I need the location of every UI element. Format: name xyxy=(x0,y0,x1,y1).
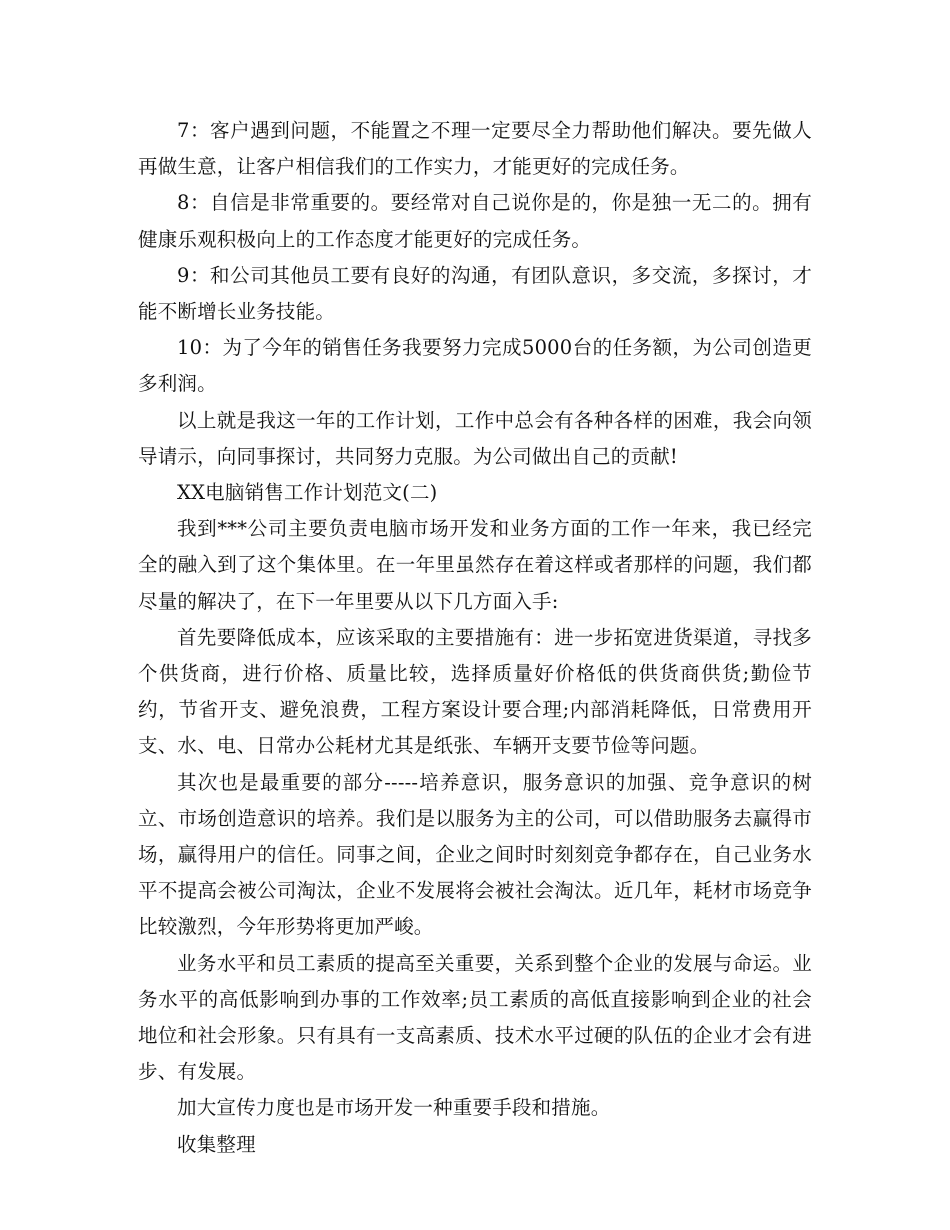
paragraph-awareness: 其次也是最重要的部分-----培养意识，服务意识的加强、竞争意识的树立、市场创造意识的培养。我们是以服务为主的公司，可以借助服务去赢得市场，赢得用户的信任。同事之间，企业之间时时刻刻竞争都存在，自己业务水平不提高会被公司淘汰，企业不发展将会被社会淘汰。近几年，耗材市场竞争比较激烈，今年形势将更加严峻。 xyxy=(138,770,812,939)
paragraph-collect: 收集整理 xyxy=(177,1132,256,1156)
paragraph-item-9: 9：和公司其他员工要有良好的沟通，有团队意识，多交流，多探讨，才能不断增长业务技能。 xyxy=(138,263,812,324)
paragraph-publicity: 加大宣传力度也是市场开发一种重要手段和措施。 xyxy=(177,1096,611,1120)
paragraph-reduce-cost: 首先要降低成本，应该采取的主要措施有：进一步拓宽进货渠道，寻找多个供货商，进行价格、质量比较，选择质量好价格低的供货商供货;勤俭节约，节省开支、避免浪费，工程方案设计要合理;内部消耗降低，日常费用开支、水、电、日常办公耗材尤其是纸张、车辆开支要节俭等问题。 xyxy=(138,625,812,758)
paragraph-closing: 以上就是我这一年的工作计划，工作中总会有各种各样的困难，我会向领导请示，向同事探讨，共同努力克服。为公司做出自己的贡献! xyxy=(138,408,812,468)
paragraph-quality: 业务水平和员工素质的提高至关重要，关系到整个企业的发展与命运。业务水平的高低影响到办事的工作效率;员工素质的高低直接影响到企业的社会地位和社会形象。只有具有一支高素质、技术水平过硬的队伍的企业才会有进步、有发展。 xyxy=(138,951,812,1084)
document-body xyxy=(138,113,812,1163)
paragraph-item-8: 8：自信是非常重要的。要经常对自己说你是的，你是独一无二的。拥有健康乐观积极向上的工作态度才能更好的完成任务。 xyxy=(138,191,812,251)
paragraph-item-10: 10：为了今年的销售任务我要努力完成5000台的任务额，为公司创造更多利润。 xyxy=(138,336,812,396)
section-heading: XX电脑销售工作计划范文(二) xyxy=(177,481,438,505)
paragraph-item-7: 7：客户遇到问题，不能置之不理一定要尽全力帮助他们解决。要先做人再做生意，让客户相信我们的工作实力，才能更好的完成任务。 xyxy=(138,119,812,179)
paragraph-intro: 我到***公司主要负责电脑市场开发和业务方面的工作一年来，我已经完全的融入到了这个集体里。在一年里虽然存在着这样或者那样的问题，我们都尽量的解决了，在下一年里要从以下几方面入手: xyxy=(138,517,812,613)
